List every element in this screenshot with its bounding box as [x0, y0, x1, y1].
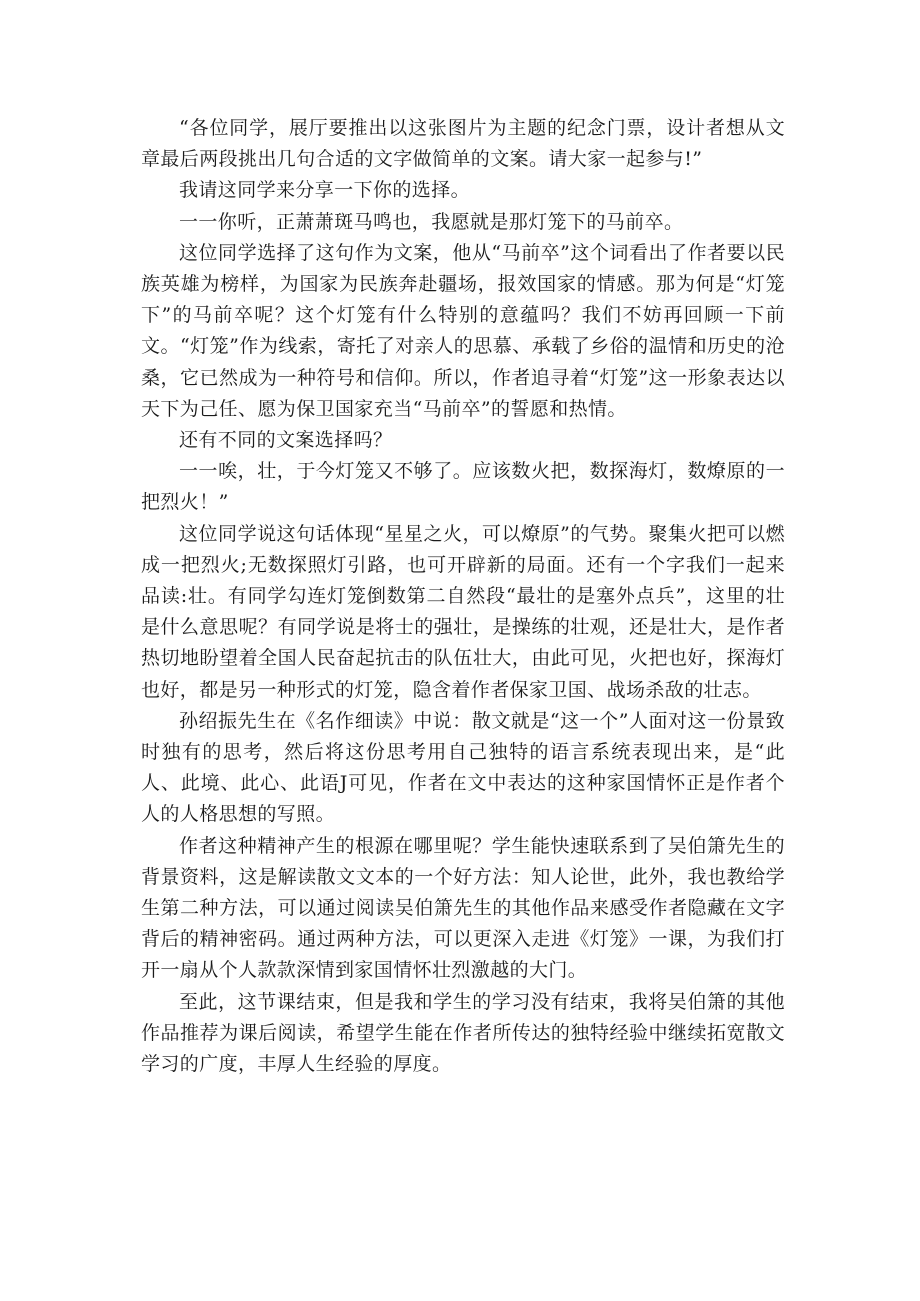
paragraph-analysis-1: 这位同学选择了这句作为文案，他从“马前卒”这个词看出了作者要以民族英雄为榜样，为国家为民族奔赴疆场，报效国家的情感。那为何是“灯笼下”的马前卒呢？这个灯笼有什么特别的意蕴吗？我们不妨再回顾一下前文。“灯笼”作为线索，寄托了对亲人的思慕、承载了乡俗的温情和历史的沧桑，它已然成为一种符号和信仰。所以，作者追寻着“灯笼”这一形象表达以天下为己任、愿为保卫国家充当“马前卒”的誓愿和热情。 — [141, 241, 785, 420]
paragraph-quote-2: 一一唉，壮，于今灯笼又不够了。应该数火把，数探海灯，数燎原的一把烈火！” — [141, 460, 785, 514]
document-body — [141, 113, 785, 1080]
paragraph-question: 还有不同的文案选择吗？ — [179, 429, 393, 452]
paragraph-analysis-2: 这位同学说这句话体现“星星之火，可以燎原”的气势。聚集火把可以燃成一把烈火;无数探照灯引路，也可开辟新的局面。还有一个字我们一起来品读:壮。有同学勾连灯笼倒数第二自然段“最壮的是塞外点兵”，这里的壮是什么意思呢？有同学说是将士的强壮，是操练的壮观，还是壮大，是作者热切地盼望着全国人民奋起抗击的队伍壮大，由此可见，火把也好，探海灯也好，都是另一种形式的灯笼，隐含着作者保家卫国、战场杀敌的壮志。 — [141, 522, 785, 701]
paragraph-sun-shaozhen: 孙绍振先生在《名作细读》中说：散文就是“这一个”人面对这一份景致时独有的思考，然后将这份思考用自己独特的语言系统表现出来，是“此人、此境、此心、此语J可见，作者在文中表达的这种家国情怀正是作者个人的人格思想的写照。 — [141, 709, 785, 826]
paragraph-spirit-origin: 作者这种精神产生的根源在哪里呢？学生能快速联系到了吴伯箫先生的背景资料，这是解读散文文本的一个好方法：知人论世，此外，我也教给学生第二种方法，可以通过阅读吴伯箫先生的其他作品来感受作者隐藏在文字背后的精神密码。通过两种方法，可以更深入走进《灯笼》一课，为我们打开一扇从个人款款深情到家国情怀壮烈激越的大门。 — [141, 834, 785, 982]
paragraph-quote-1: 一一你听，正萧萧斑马鸣也，我愿就是那灯笼下的马前卒。 — [179, 210, 684, 233]
paragraph-invitation: “各位同学，展厅要推出以这张图片为主题的纪念门票，设计者想从文章最后两段挑出几句合适的文字做简单的文案。请大家一起参与!” — [141, 117, 785, 171]
paragraph-conclusion: 至此，这节课结束，但是我和学生的学习没有结束，我将吴伯箫的其他作品推荐为课后阅读，希望学生能在作者所传达的独特经验中继续拓宽散文学习的广度，丰厚人生经验的厚度。 — [141, 990, 785, 1076]
paragraph-share-request: 我请这同学来分享一下你的选择。 — [179, 179, 471, 202]
